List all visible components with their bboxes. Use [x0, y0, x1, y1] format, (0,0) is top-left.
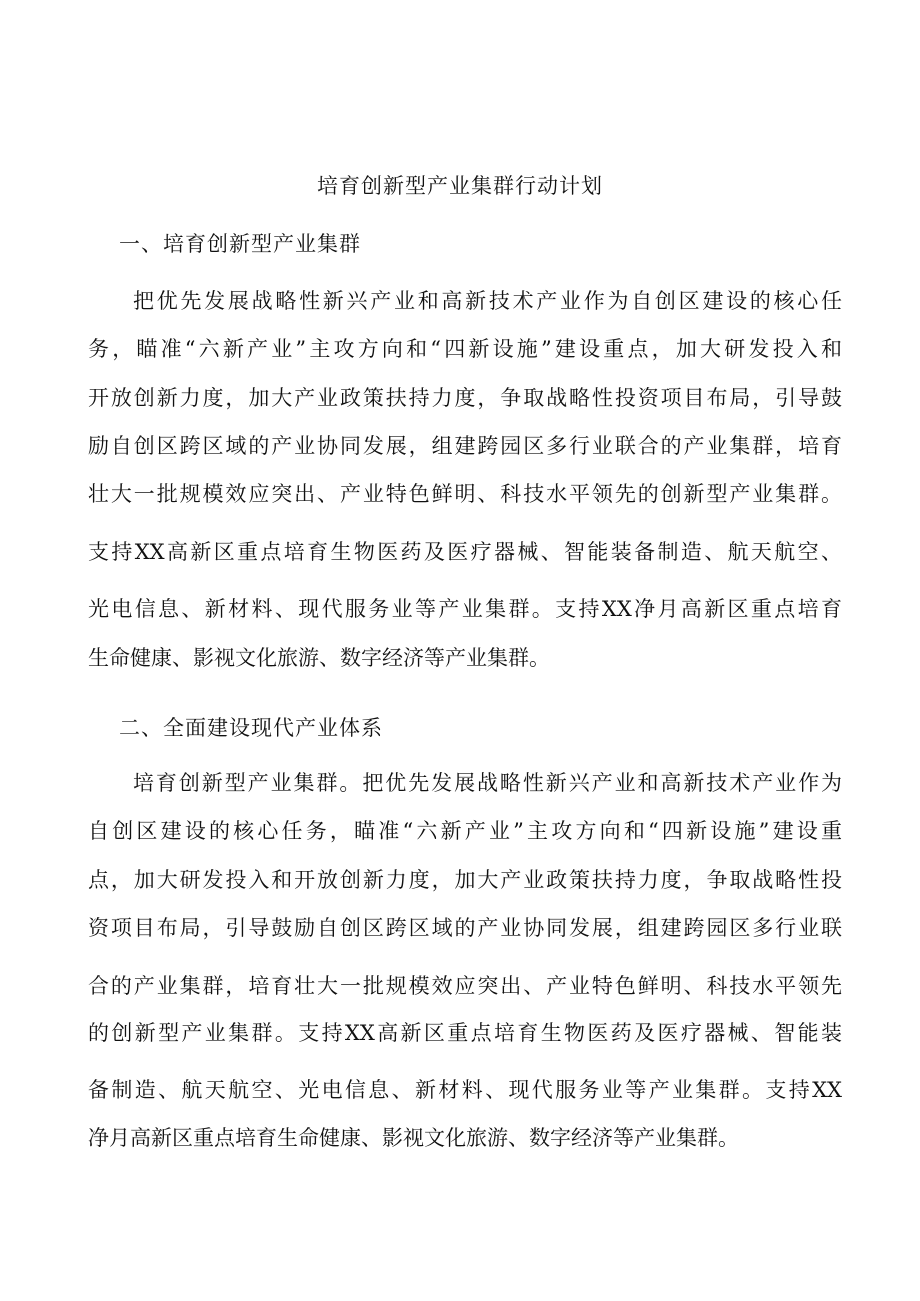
paragraph-line: 光电信息、新材料、现代服务业等产业集群。支持XX净月高新区重点培育 — [88, 597, 842, 621]
paragraph-line: 的创新型产业集群。支持XX高新区重点培育生物医药及医疗器械、智能装 — [88, 1021, 842, 1045]
paragraph-line: 务，瞄准“六新产业”主攻方向和“四新设施”建设重点，加大研发投入和 — [88, 337, 842, 361]
paragraph-line: 培育创新型产业集群。把优先发展战略性新兴产业和高新技术产业作为 — [133, 771, 842, 795]
paragraph-line: 励自创区跨区域的产业协同发展，组建跨园区多行业联合的产业集群，培育 — [88, 434, 842, 458]
paragraph-line: 自创区建设的核心任务，瞄准“六新产业”主攻方向和“四新设施”建设重 — [88, 819, 842, 843]
paragraph-line: 开放创新力度，加大产业政策扶持力度，争取战略性投资项目布局，引导鼓 — [88, 386, 842, 410]
paragraph-line: 资项目布局，引导鼓励自创区跨区域的产业协同发展，组建跨园区多行业联 — [88, 916, 842, 940]
section-2-heading: 二、全面建设现代产业体系 — [119, 716, 383, 740]
document-title: 培育创新型产业集群行动计划 — [317, 174, 603, 198]
section-1-heading: 一、培育创新型产业集群 — [119, 232, 361, 256]
paragraph-line: 壮大一批规模效应突出、产业特色鲜明、科技水平领先的创新型产业集群。 — [88, 482, 842, 506]
paragraph-line: 净月高新区重点培育生命健康、影视文化旅游、数字经济等产业集群。 — [88, 1126, 739, 1150]
paragraph-line: 支持XX高新区重点培育生物医药及医疗器械、智能装备制造、航天航空、 — [88, 540, 842, 564]
paragraph-line: 备制造、航天航空、光电信息、新材料、现代服务业等产业集群。支持XX — [88, 1078, 842, 1102]
paragraph-line: 点，加大研发投入和开放创新力度，加大产业政策扶持力度，争取战略性投 — [88, 868, 842, 892]
paragraph-line: 生命健康、影视文化旅游、数字经济等产业集群。 — [88, 646, 550, 670]
paragraph-line: 合的产业集群，培育壮大一批规模效应突出、产业特色鲜明、科技水平领先 — [88, 974, 842, 998]
paragraph-line: 把优先发展战略性新兴产业和高新技术产业作为自创区建设的核心任 — [133, 289, 842, 313]
